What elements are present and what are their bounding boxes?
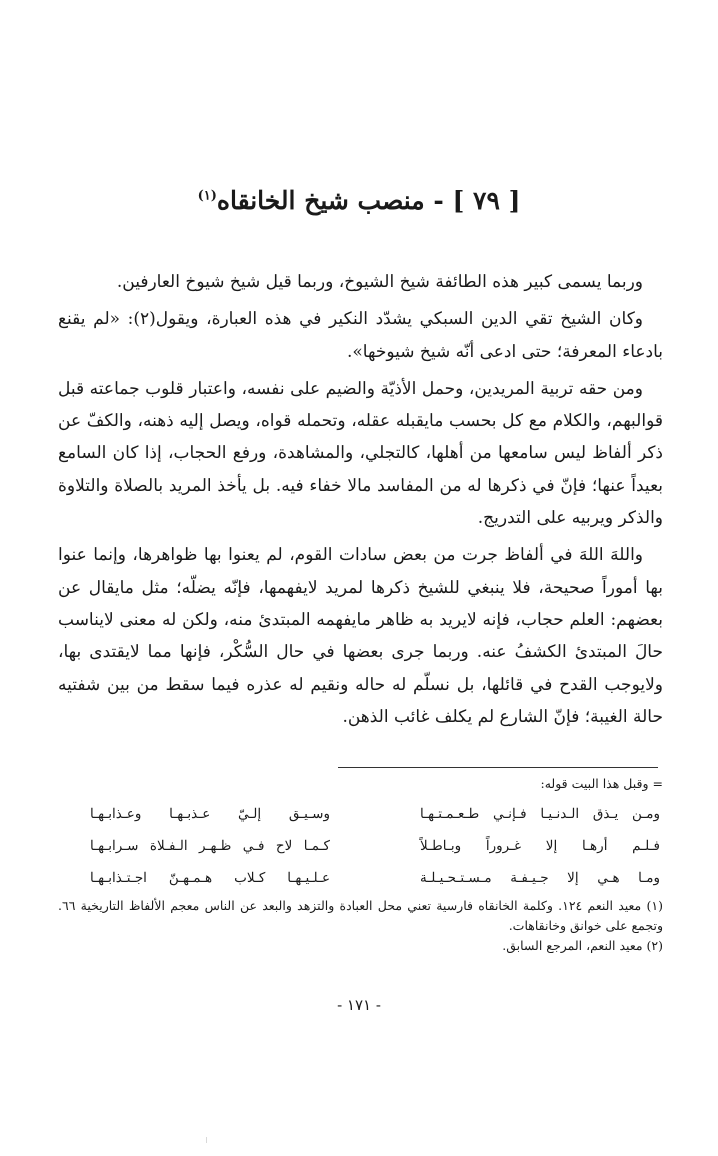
first-hemistich: فـلـم أرهـا إلا غـروراً وبـاطـلاً	[420, 838, 660, 854]
section-heading	[0, 186, 718, 215]
first-hemistich: ومـا هـي إلا جـيـفـة مـسـتـحـيـلـة	[420, 870, 660, 886]
poetry-verses	[90, 798, 660, 894]
footnote: (٢) معيد النعم، المرجع السابق.	[502, 938, 663, 953]
verse	[90, 798, 660, 830]
second-hemistich: كـمـا لاح فـي ظـهـر الـفـلاة سـرابـهـا	[90, 838, 330, 854]
second-hemistich: وسـيـق إلـيّ عـذبـهـا وعـذابـهـا	[90, 806, 330, 822]
verse	[90, 830, 660, 862]
paragraph: وكان الشيخ تقي الدين السبكي يشدّد النكير في هذه العبارة، ويقول(٢): «لم يقنع بادعاء المعرفة؛ حتى ادعى أنّه شيخ شيوخها».	[58, 309, 663, 362]
footnote-continuation: = وقبل هذا البيت قوله:	[540, 776, 663, 791]
verse	[90, 862, 660, 894]
paragraph: وربما يسمى كبير هذه الطائفة شيخ الشيوخ، وربما قيل شيخ شيوخ العارفين.	[116, 272, 643, 292]
second-hemistich: عـلـيـهـا كـلاب هـمـهـنّ اجـتـذابـهـا	[90, 870, 330, 886]
first-hemistich: ومـن يـذق الـدنـيـا فـإنـي طـعـمـتـهـا	[420, 806, 660, 822]
footnote: (١) معيد النعم ١٢٤. وكلمة الخانقاه فارسية تعني محل العبادة والتزهد والبعد عن الناس معجم الألفاظ التاريخية ٦٦. وتجمع على خوانق وخانقاهات.	[58, 898, 663, 933]
section-title: [ ٧٩ ] - منصب شيخ الخانقاه	[216, 186, 521, 215]
body-text	[58, 266, 663, 738]
paragraph: ومن حقه تربية المريدين، وحمل الأذيّة والضيم على نفسه، واعتبار قلوب جماعته قبل قوالبهم، والكلام مع كل بحسب مايقبله عقله، وتحمله قواه، ويصل إليه ذهنه، والكفّ عن ذكر ألفاظ ليس سامعها من أهلها، كالتجلي، والمشاهدة، ورفع الحجاب، إذا كان السامع بعيداً عنها؛ فإنّ في ذكرها له من المفاسد مالا خفاء فيه. بل يأخذ المريد بالصلاة والتلاوة والذكر ويربيه على التدريج.	[58, 378, 663, 529]
page-number: - ١٧١ -	[337, 996, 381, 1014]
footnote-divider	[338, 767, 658, 768]
paragraph: واللهَ اللهَ في ألفاظ جرت من بعض سادات القوم، لم يعنوا بها ظواهرها، وإنما عنوا بها أموراً صحيحة، فلا ينبغي للشيخ ذكرها لمريد لايفهمها، فإنّه يضلّه؛ مثل مايقال عن بعضهم: العلم حجاب، فإنه لايريد به ظاهر مايفهمه المبتدئ منه، ولكن له معنى لايناسب حالَ المبتدئ الكشفُ عنه. وربما جرى بعضها في حال السُّكْر، فإنها مما لايقتدى بها، ولايوجب القدح في قائلها، بل نسلّم له حاله ونقيم له عذره فيما سقط من بين شفتيه حالة الغيبة؛ فإنّ الشارع لم يكلف غائب الذهن.	[58, 545, 663, 727]
footnotes	[58, 896, 663, 956]
scan-speck	[206, 1137, 207, 1143]
footnote-ref: (١)	[197, 188, 217, 204]
